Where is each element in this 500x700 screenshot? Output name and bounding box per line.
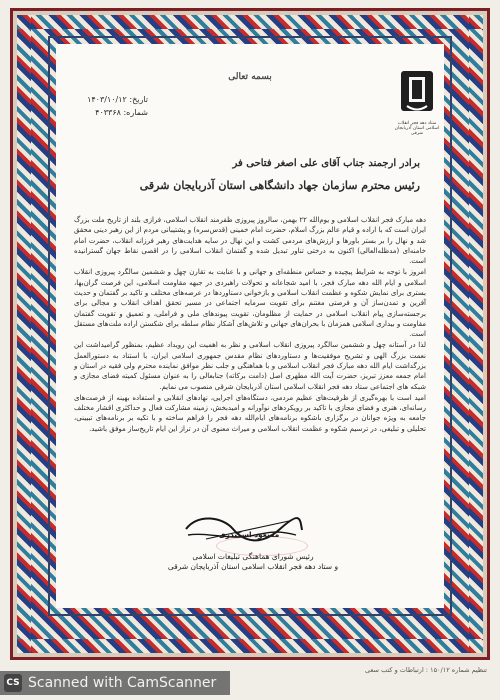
date-label: تاریخ: [129, 95, 148, 104]
bismillah-text: بسمه تعالی [228, 72, 272, 82]
salutation [90, 158, 420, 192]
signer-title [163, 552, 343, 572]
document-meta [68, 94, 148, 120]
date-value: ۱۴۰۳/۱۰/۱۲ [87, 95, 127, 104]
number-label: شماره: [123, 107, 148, 117]
paragraph-1: دهه مبارک فجر انقلاب اسلامی و یوم‌الله ۲۲ بهمن، سالروز پیروزی ظفرمند انقلاب اسلامی، فرازی بلند از تاریخ ملت بزرگ ایران است که با اراده و قیام عالم بزرگ اسلام، حضرت امام خمینی (قدس‌سره) و پشتیبانی مردم از این رهبر دینی محقق شد و نهال را بر بستر باورها و ارزش‌های مردمی کشت و این نهال در سایه هدایت‌های رهبر فرزانه انقلاب، حضرت امام خامنه‌ای (مدظله‌العالی) اکنون به درختی تناور تبدیل شده و گفتمان انقلاب اسلامی را در اقصی نقاط جهان گسترانیده است. [74, 216, 427, 266]
camscanner-watermark [0, 671, 230, 695]
number-value: ۴۰۳۳۶۸ [95, 107, 121, 117]
signer-title-line-1: رئیس شورای هماهنگی تبلیغات اسلامی [192, 552, 314, 561]
footer-note: تنظیم شماره ۱۵۰/۱۲ : ارتباطات و کتب سعی [365, 666, 487, 674]
signer-name: مسعود اسکندری [218, 530, 280, 539]
signer-title-line-2: و ستاد دهه فجر انقلاب اسلامی استان آذربایجان شرقی [167, 562, 339, 572]
document-paper [56, 44, 444, 608]
organization-name: ستاد دهه فجر انقلاب اسلامی استان آذربایجان شرقی [394, 121, 440, 136]
paragraph-4: امید است با بهره‌گیری از ظرفیت‌های عظیم مردمی، دستگاه‌های اجرایی، نهادهای انقلابی و استفاده بهینه از فرصت‌های رسانه‌ای، هنری و فضای مجازی با تاکید بر رویکردهای نوآورانه و امیدبخش، زمینه مشارکت فعال و حداکثری اقشار مختلف جامعه به ویژه جوانان در برگزاری باشکوه برنامه‌های ایام‌الله دهه فجر را فراهم ساخته و با تکیه بر برنامه‌های تبیینی، تحلیلی و تبلیغی، در ترسیم شکوه و عظمت انقلاب اسلامی و میراث معنوی آن در تراز این ایام تاریخ‌ساز موفق باشید. [74, 393, 426, 433]
camscanner-badge: CS [4, 674, 22, 692]
camscanner-text: Scanned with CamScanner [28, 675, 217, 691]
recipient-title: رئیس محترم سازمان جهاد دانشگاهی استان آذربایجان شرقی [139, 179, 420, 192]
paragraph-3: لذا در آستانه چهل و ششمین سالگرد پیروزی انقلاب اسلامی و نظر به اهمیت این رویداد عظیم، بمنظور گرامیداشت این نعمت بزرگ الهی و تشریح موفقیت‌ها و دستاوردهای نظام مقدس جمهوری اسلامی ایران، با استناد به دستورالعمل بزرگداشت ایام الله دهه مبارک فجر انقلاب اسلامی و با هماهنگی و جلب نظر موافق نماینده محترم ولی فقیه در استان و امام جمعه معزز تبریز، حضرت آیت الله مطهری اصل (دامت برکاته) جنابعالی را به عنوان مسئول کمیته فضای مجازی و شبکه های اجتماعی ستاد دهه فجر انقلاب اسلامی استان آذربایجان شرقی منصوب می نمایم. [74, 341, 426, 391]
letter-body [74, 215, 426, 435]
recipient-name: برادر ارجمند جناب آقای علی اصغر فتاحی فر [232, 158, 420, 169]
paragraph-2: امروز با توجه به شرایط پیچیده و حساس منطقه‌ای و جهانی و با عنایت به تقارن چهل و ششمین سالگرد پیروزی انقلاب اسلامی و ایام الله دهه مبارک فجر، با امید شجاعانه و تحولات راهبردی در جبهه مقاومت اسلامی، این فرصت گران‌بها، بستری برای نمایش شکوه و عظمت انقلاب اسلامی و بازخوانی دستاوردها در عرصه‌های مختلف و تاکید بر گفتمان و حدیث آفرین و تمدن‌ساز آن و فرصتی مغتنم برای تقویت سرمایه اجتماعی در مسیر تحقق اهداف انقلاب و مجالی برای برجسته‌سازی پیام انقلاب اسلامی در حمایت از مظلومان، تقویت پیوندهای ملی و فراملی، و تعمیق و تقویت گفتمان مقاومت و بیداری اسلامی همزمان با بحران‌های جهانی و تلاش‌های آشکار نظام سلطه برای شکستن اراده ملت‌های مستقل است. [74, 268, 426, 339]
organization-emblem-icon [400, 70, 434, 120]
